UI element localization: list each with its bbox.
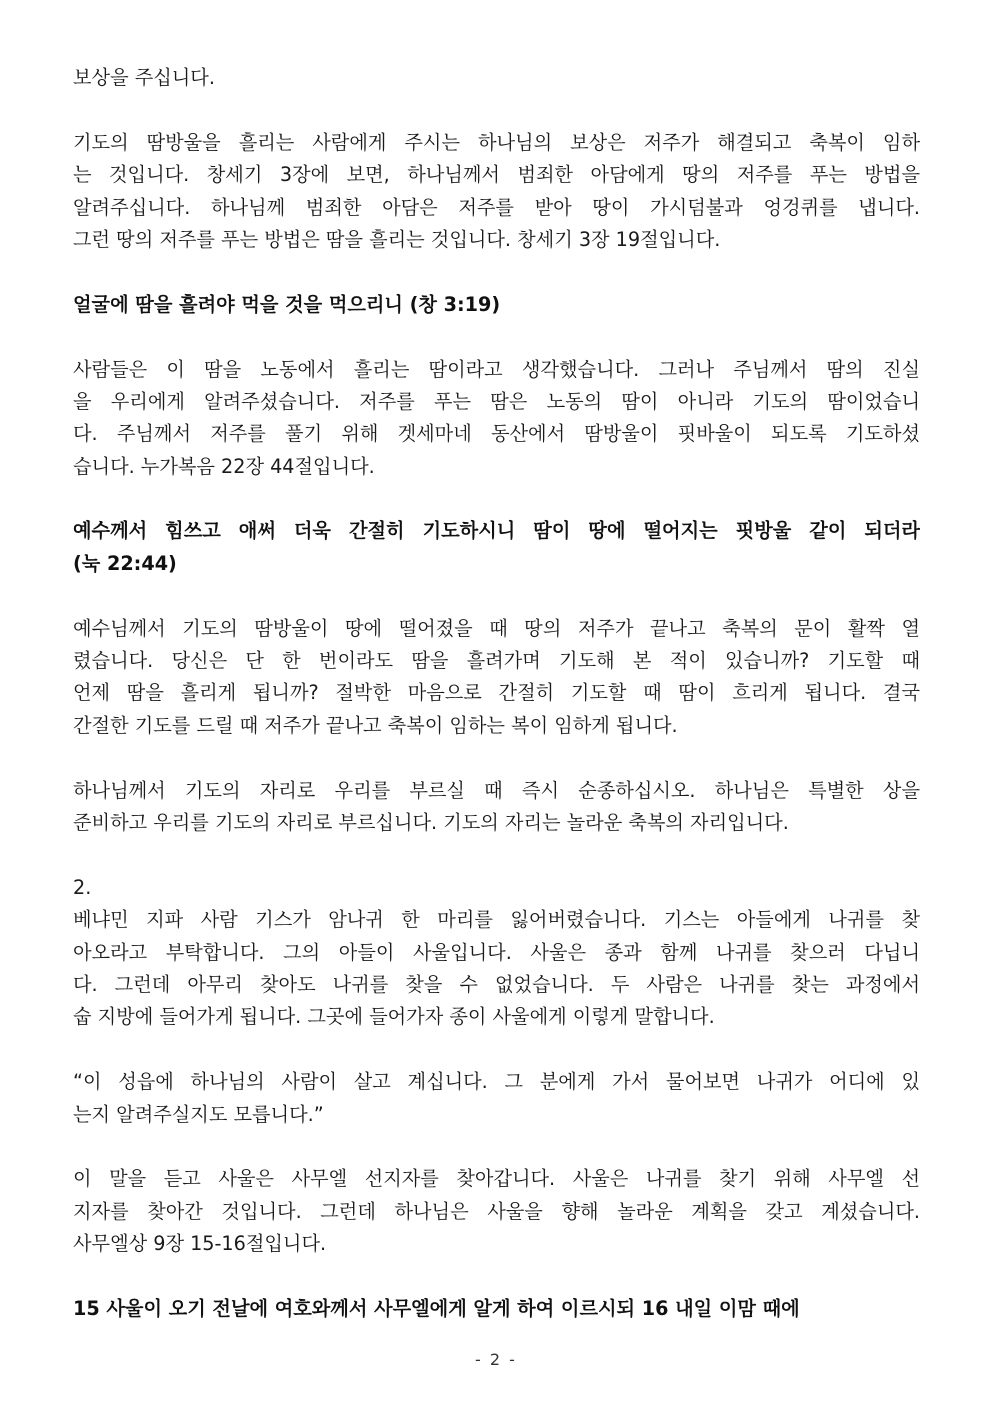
- text-line: 예수님께서 기도의 땀방울이 땅에 떨어졌을 때 땅의 저주가 끝나고 축복의 문이 활짝 열: [73, 616, 920, 640]
- text-line: 사람들은 이 땀을 노동에서 흘리는 땀이라고 생각했습니다. 그러나 주님께서 땀의 진실: [73, 357, 920, 381]
- paragraph: [73, 127, 920, 257]
- text-line: 얼굴에 땀을 흘려야 먹을 것을 먹으리니 (창 3:19): [73, 292, 501, 316]
- text-line: 알려주십니다. 하나님께 범죄한 아담은 저주를 받아 땅이 가시덤불과 엉겅퀴를 냅니다.: [73, 195, 920, 219]
- text-line: 을 우리에게 알려주셨습니다. 저주를 푸는 땀은 노동의 땀이 아니라 기도의 땀이었습니: [73, 389, 920, 413]
- text-line: (눅 22:44): [73, 551, 177, 575]
- paragraph: [73, 1163, 920, 1260]
- document-body: [73, 62, 920, 1325]
- text-line: 지자를 찾아간 것입니다. 그런데 하나님은 사울을 향해 놀라운 계획을 갖고 계셨습니다.: [73, 1199, 920, 1223]
- text-line: 하나님께서 기도의 자리로 우리를 부르실 때 즉시 순종하십시오. 하나님은 특별한 상을: [73, 778, 920, 802]
- paragraph: [73, 872, 920, 1034]
- paragraph-spacer: [73, 483, 920, 515]
- text-line: 준비하고 우리를 기도의 자리로 부르십니다. 기도의 자리는 놀라운 축복의 자리입니다.: [73, 810, 789, 834]
- text-line: 베냐민 지파 사람 기스가 암나귀 한 마리를 잃어버렸습니다. 기스는 아들에게 나귀를 찾: [73, 908, 920, 932]
- text-line: 2.: [73, 875, 92, 899]
- text-line: 이 말을 듣고 사울은 사무엘 선지자를 찾아갑니다. 사울은 나귀를 찾기 위해 사무엘 선: [73, 1167, 920, 1191]
- paragraph: [73, 613, 920, 743]
- text-line: 아오라고 부탁합니다. 그의 아들이 사울입니다. 사울은 종과 함께 나귀를 찾으러 다닙니: [73, 940, 920, 964]
- paragraph-spacer: [73, 94, 920, 126]
- text-line: 습니다. 누가복음 22장 44절입니다.: [73, 454, 375, 478]
- paragraph-spacer: [73, 1260, 920, 1292]
- paragraph: [73, 62, 920, 94]
- text-line: 사무엘상 9장 15-16절입니다.: [73, 1232, 327, 1256]
- paragraph-spacer: [73, 580, 920, 612]
- text-line: 렸습니다. 당신은 단 한 번이라도 땀을 흘려가며 기도해 본 적이 있습니까? 기도할 때: [73, 649, 920, 673]
- text-line: 간절한 기도를 드릴 때 저주가 끝나고 축복이 임하는 복이 임하게 됩니다.: [73, 713, 678, 737]
- text-line: 다. 주님께서 저주를 풀기 위해 겟세마네 동산에서 땀방울이 핏바울이 되도록 기도하셨: [73, 422, 920, 446]
- paragraph-spacer: [73, 321, 920, 353]
- paragraph: [73, 775, 920, 840]
- text-line: 는지 알려주실지도 모릅니다.”: [73, 1102, 324, 1126]
- paragraph-spacer: [73, 742, 920, 774]
- text-line: 예수께서 힘쓰고 애써 더욱 간절히 기도하시니 땀이 땅에 떨어지는 핏방울 같이 되더라: [73, 519, 920, 543]
- text-line: 그런 땅의 저주를 푸는 방법은 땀을 흘리는 것입니다. 창세기 3장 19절입니다.: [73, 227, 721, 251]
- text-line: 숩 지방에 들어가게 됩니다. 그곳에 들어가자 종이 사울에게 이렇게 말합니다.: [73, 1005, 715, 1029]
- paragraph: [73, 354, 920, 484]
- text-line: 보상을 주십니다.: [73, 66, 215, 89]
- text-line: 는 것입니다. 창세기 3장에 보면, 하나님께서 범죄한 아담에게 땅의 저주를 푸는 방법을: [73, 163, 920, 187]
- paragraph-spacer: [73, 1131, 920, 1163]
- text-line: 다. 그런데 아무리 찾아도 나귀를 찾을 수 없었습니다. 두 사람은 나귀를 찾는 과정에서: [73, 972, 920, 996]
- text-line: 언제 땀을 흘리게 됩니까? 절박한 마음으로 간절히 기도할 때 땀이 흐리게 됩니다. 결국: [73, 681, 920, 705]
- text-line: 기도의 땀방울을 흘리는 사람에게 주시는 하나님의 보상은 저주가 해결되고 축복이 임하: [73, 130, 920, 154]
- page-number: - 2 -: [475, 1350, 517, 1369]
- paragraph: [73, 1066, 920, 1131]
- paragraph-spacer: [73, 839, 920, 871]
- text-line: “이 성읍에 하나님의 사람이 살고 계십니다. 그 분에게 가서 물어보면 나귀가 어디에 있: [73, 1070, 920, 1094]
- paragraph-spacer: [73, 1034, 920, 1066]
- scripture-quote: [73, 289, 920, 321]
- paragraph-spacer: [73, 256, 920, 288]
- scripture-quote: [73, 515, 920, 580]
- text-line: 15 사울이 오기 전날에 여호와께서 사무엘에게 알게 하여 이르시되 16 내일 이맘 때에: [73, 1296, 800, 1320]
- scripture-quote: [73, 1293, 920, 1325]
